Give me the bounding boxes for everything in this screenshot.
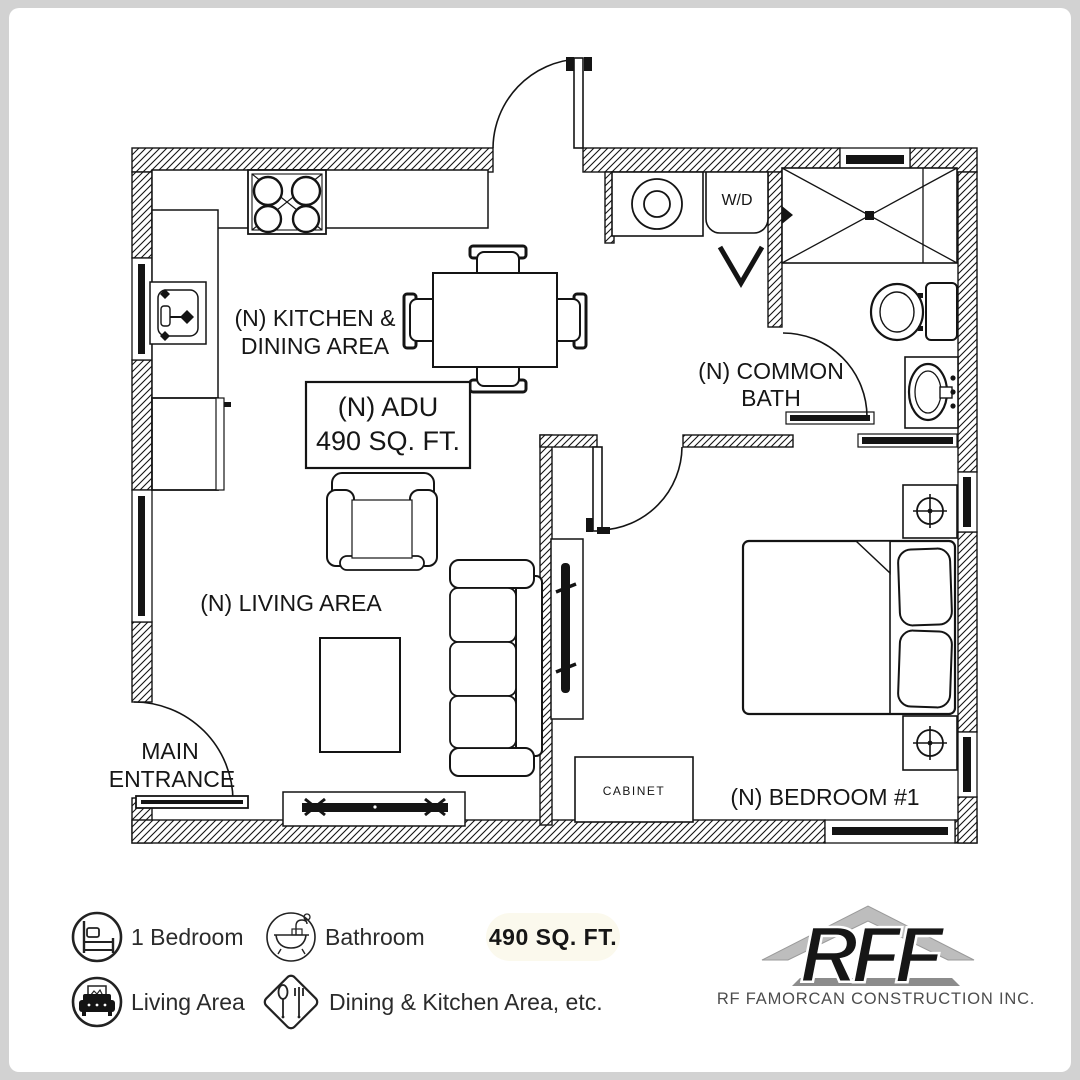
kitchen-label-line2: DINING AREA: [240, 333, 390, 359]
adu-label-box: [306, 382, 470, 468]
washer-dryer-label: W/D: [721, 192, 753, 209]
legend-living-label: Living Area: [131, 989, 245, 1015]
sofa-icon: [73, 978, 121, 1026]
wall-left-2: [132, 360, 152, 490]
interior-walls: [540, 172, 793, 825]
laundry-area: [612, 172, 768, 283]
nightstand-bottom: [903, 716, 957, 770]
dining-set: [404, 246, 586, 392]
valve-symbol: [720, 247, 762, 283]
pillow: [898, 630, 953, 708]
company-logo: [717, 906, 1035, 1008]
legend: [73, 913, 620, 1030]
adu-label-line1: (N) ADU: [337, 392, 439, 422]
bed-icon: [73, 913, 121, 961]
dining-icon: [263, 974, 320, 1031]
entry-door: [493, 57, 592, 148]
closet-slider: [858, 434, 957, 447]
pillow: [898, 548, 953, 626]
legend-bathroom-label: Bathroom: [325, 924, 425, 950]
kitchen-label-line1: (N) KITCHEN &: [234, 305, 396, 331]
logo-company-name: RF FAMORCAN CONSTRUCTION INC.: [716, 990, 1036, 1008]
living-room-furniture: [283, 473, 542, 826]
dining-table: [433, 273, 557, 367]
legend-bedroom-label: 1 Bedroom: [131, 924, 244, 950]
window-left-lower: [132, 490, 152, 622]
wall-bedroom-top-right: [683, 435, 793, 447]
nightstand-top: [903, 485, 957, 538]
logo-monogram: RFF: [800, 910, 938, 999]
window-right-upper: [958, 472, 977, 532]
window-right-lower: [958, 732, 977, 797]
main-entrance-label-line1: MAIN: [141, 738, 199, 764]
window-bottom-bedroom: [825, 820, 955, 843]
tv-console: [283, 792, 465, 826]
living-area-label: (N) LIVING AREA: [200, 590, 382, 616]
legend-dining-label: Dining & Kitchen Area, etc.: [329, 989, 603, 1015]
kitchen-sink: [150, 282, 206, 344]
washer-drum-inner: [644, 191, 670, 217]
wall-right-3: [958, 797, 977, 843]
wall-right-2: [958, 532, 977, 732]
wall-bottom: [132, 820, 825, 843]
bathroom-fixtures: [782, 168, 958, 447]
toilet: [871, 283, 957, 340]
wall-tv-unit: [551, 539, 583, 719]
shower: [782, 168, 957, 263]
adu-label-line2: 490 SQ. FT.: [315, 426, 461, 456]
wall-right-1: [958, 172, 977, 472]
main-entrance-label-line2: ENTRANCE: [108, 766, 236, 792]
common-bath-label-line1: (N) COMMON: [698, 358, 844, 384]
refrigerator: [152, 398, 231, 490]
wall-top-left: [132, 148, 493, 172]
coffee-table: [320, 638, 400, 752]
area-badge: [486, 913, 620, 961]
wall-bath-left: [768, 172, 782, 327]
sofa: [450, 560, 542, 776]
bed: [743, 541, 955, 714]
stove: [248, 170, 326, 234]
wall-left-3: [132, 622, 152, 702]
wall-left-1: [132, 172, 152, 258]
bedroom-label: (N) BEDROOM #1: [730, 784, 920, 810]
bath-door-slider: [786, 412, 874, 424]
wall-bedroom-top-left: [540, 435, 597, 447]
armchair: [327, 473, 437, 570]
area-badge-text: 490 SQ. FT.: [488, 924, 618, 950]
bedroom-furniture: [551, 485, 957, 822]
bathtub-icon: [267, 913, 315, 961]
common-bath-label-line2: BATH: [741, 385, 801, 411]
cabinet-label: CABINET: [602, 784, 666, 798]
window-left-upper: [132, 258, 152, 360]
vanity-sink: [905, 357, 958, 428]
bedroom-door: [586, 447, 682, 534]
